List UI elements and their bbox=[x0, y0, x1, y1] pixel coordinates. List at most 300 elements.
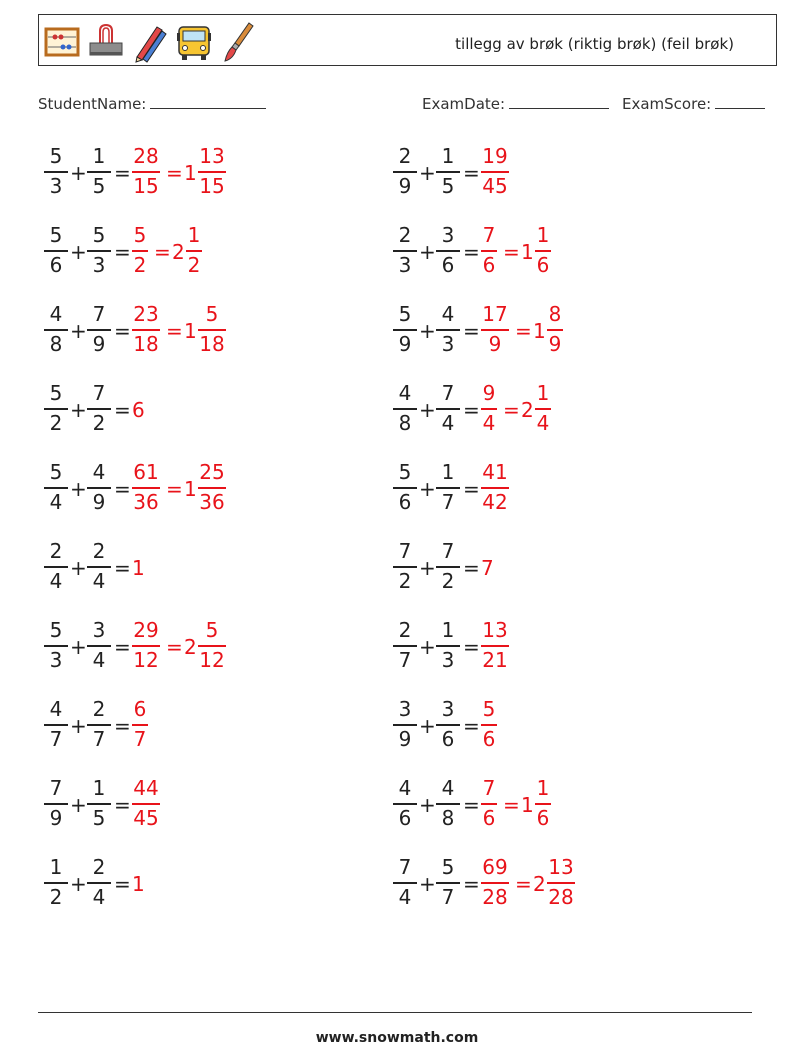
fraction-bar bbox=[132, 645, 160, 647]
fraction-bar bbox=[87, 408, 111, 410]
answer-fraction bbox=[481, 697, 497, 753]
numerator: 2 bbox=[92, 539, 106, 563]
numerator: 28 bbox=[133, 144, 159, 168]
answer-equals-sign: = bbox=[515, 319, 532, 343]
fraction-bar bbox=[436, 487, 460, 489]
fraction-bar bbox=[393, 645, 417, 647]
fraction-bar bbox=[481, 803, 497, 805]
addend-fraction-1 bbox=[44, 460, 68, 516]
header-icons bbox=[43, 19, 257, 63]
plus-sign: + bbox=[419, 398, 436, 422]
denominator: 6 bbox=[398, 490, 412, 514]
mixed-fraction bbox=[198, 302, 226, 358]
numerator: 7 bbox=[482, 776, 496, 800]
fraction-bar bbox=[436, 329, 460, 331]
addend-fraction-1 bbox=[393, 381, 417, 437]
addend-fraction-1 bbox=[393, 855, 417, 911]
denominator: 12 bbox=[199, 648, 225, 672]
denominator: 28 bbox=[482, 885, 508, 909]
denominator: 3 bbox=[92, 253, 106, 277]
plus-sign: + bbox=[419, 635, 436, 659]
exam-date-field[interactable] bbox=[422, 94, 609, 113]
denominator: 2 bbox=[133, 253, 147, 277]
plus-sign: + bbox=[70, 556, 87, 580]
denominator: 7 bbox=[441, 490, 455, 514]
addend-fraction-2 bbox=[87, 697, 111, 753]
fraction-bar bbox=[481, 882, 509, 884]
addend-fraction-1 bbox=[393, 776, 417, 832]
numerator: 13 bbox=[482, 618, 508, 642]
footer-divider bbox=[38, 1012, 752, 1013]
numerator: 19 bbox=[482, 144, 508, 168]
equals-sign: = bbox=[463, 793, 480, 817]
fraction-bar bbox=[87, 250, 111, 252]
problem-item bbox=[393, 855, 713, 915]
problem-item bbox=[393, 144, 713, 204]
addend-fraction-1 bbox=[44, 144, 68, 200]
plus-sign: + bbox=[419, 319, 436, 343]
answer-fraction bbox=[481, 302, 509, 358]
denominator: 4 bbox=[92, 648, 106, 672]
denominator: 3 bbox=[441, 332, 455, 356]
numerator: 7 bbox=[441, 539, 455, 563]
denominator: 2 bbox=[398, 569, 412, 593]
fraction-bar bbox=[481, 724, 497, 726]
exam-score-label: ExamScore: bbox=[622, 95, 712, 113]
mixed-whole: 1 bbox=[184, 161, 197, 185]
fraction-bar bbox=[87, 487, 111, 489]
numerator: 29 bbox=[133, 618, 159, 642]
equals-sign: = bbox=[463, 161, 480, 185]
fraction-bar bbox=[436, 645, 460, 647]
fraction-bar bbox=[436, 408, 460, 410]
denominator: 12 bbox=[133, 648, 159, 672]
fraction-bar bbox=[393, 408, 417, 410]
addend-fraction-2 bbox=[87, 776, 111, 832]
plus-sign: + bbox=[419, 556, 436, 580]
problem-item bbox=[393, 460, 713, 520]
numerator: 5 bbox=[49, 381, 63, 405]
denominator: 8 bbox=[398, 411, 412, 435]
numerator: 7 bbox=[398, 539, 412, 563]
denominator: 7 bbox=[133, 727, 147, 751]
denominator: 15 bbox=[199, 174, 225, 198]
denominator: 7 bbox=[92, 727, 106, 751]
numerator: 1 bbox=[187, 223, 201, 247]
problem-item bbox=[44, 855, 364, 915]
addend-fraction-2 bbox=[87, 381, 111, 437]
denominator: 4 bbox=[92, 569, 106, 593]
numerator: 1 bbox=[536, 776, 550, 800]
numerator: 13 bbox=[548, 855, 574, 879]
addend-fraction-2 bbox=[436, 223, 460, 279]
mixed-whole: 2 bbox=[184, 635, 197, 659]
exam-date-line[interactable] bbox=[509, 94, 609, 109]
plus-sign: + bbox=[70, 635, 87, 659]
addend-fraction-1 bbox=[393, 697, 417, 753]
problem-item bbox=[44, 460, 364, 520]
mixed-fraction bbox=[186, 223, 202, 279]
equals-sign: = bbox=[114, 872, 131, 896]
numerator: 7 bbox=[92, 302, 106, 326]
addend-fraction-1 bbox=[44, 697, 68, 753]
numerator: 7 bbox=[441, 381, 455, 405]
numerator: 23 bbox=[133, 302, 159, 326]
exam-score-line[interactable] bbox=[715, 94, 765, 109]
fraction-bar bbox=[436, 882, 460, 884]
denominator: 4 bbox=[441, 411, 455, 435]
problem-item bbox=[393, 302, 713, 362]
addend-fraction-2 bbox=[436, 381, 460, 437]
fraction-bar bbox=[481, 487, 509, 489]
addend-fraction-1 bbox=[44, 381, 68, 437]
answer-whole: 1 bbox=[132, 556, 145, 580]
plus-sign: + bbox=[419, 872, 436, 896]
answer-equals-sign: = bbox=[515, 872, 532, 896]
problem-item bbox=[393, 223, 713, 283]
problem-item bbox=[393, 539, 713, 599]
fraction-bar bbox=[132, 329, 160, 331]
denominator: 3 bbox=[398, 253, 412, 277]
addend-fraction-1 bbox=[393, 302, 417, 358]
worksheet-header bbox=[38, 14, 777, 66]
numerator: 2 bbox=[398, 618, 412, 642]
addend-fraction-1 bbox=[44, 302, 68, 358]
numerator: 17 bbox=[482, 302, 508, 326]
equals-sign: = bbox=[114, 161, 131, 185]
denominator: 21 bbox=[482, 648, 508, 672]
numerator: 5 bbox=[133, 223, 147, 247]
answer-fraction bbox=[132, 776, 160, 832]
denominator: 6 bbox=[536, 806, 550, 830]
denominator: 9 bbox=[92, 490, 106, 514]
addend-fraction-2 bbox=[436, 302, 460, 358]
numerator: 4 bbox=[49, 302, 63, 326]
denominator: 7 bbox=[49, 727, 63, 751]
equals-sign: = bbox=[114, 319, 131, 343]
numerator: 4 bbox=[92, 460, 106, 484]
addend-fraction-1 bbox=[393, 460, 417, 516]
numerator: 5 bbox=[49, 223, 63, 247]
numerator: 4 bbox=[441, 776, 455, 800]
mixed-whole: 2 bbox=[172, 240, 185, 264]
mixed-fraction bbox=[198, 144, 226, 200]
denominator: 4 bbox=[536, 411, 550, 435]
student-name-label: StudentName: bbox=[38, 95, 147, 113]
answer-fraction bbox=[481, 460, 509, 516]
equals-sign: = bbox=[463, 714, 480, 738]
student-name-line[interactable] bbox=[150, 94, 266, 109]
plus-sign: + bbox=[419, 161, 436, 185]
numerator: 1 bbox=[441, 460, 455, 484]
problem-item bbox=[44, 618, 364, 678]
exam-score-field[interactable] bbox=[622, 94, 765, 113]
fraction-bar bbox=[481, 645, 509, 647]
problem-item bbox=[44, 381, 364, 441]
answer-equals-sign: = bbox=[166, 635, 183, 659]
fraction-bar bbox=[393, 566, 417, 568]
addend-fraction-1 bbox=[44, 223, 68, 279]
equals-sign: = bbox=[114, 556, 131, 580]
fraction-bar bbox=[44, 329, 68, 331]
denominator: 2 bbox=[49, 411, 63, 435]
answer-fraction bbox=[132, 460, 160, 516]
mixed-whole: 1 bbox=[184, 319, 197, 343]
fraction-bar bbox=[198, 645, 226, 647]
answer-equals-sign: = bbox=[166, 161, 183, 185]
mixed-whole: 2 bbox=[533, 872, 546, 896]
denominator: 2 bbox=[49, 885, 63, 909]
plus-sign: + bbox=[70, 240, 87, 264]
denominator: 6 bbox=[441, 727, 455, 751]
fraction-bar bbox=[132, 250, 148, 252]
problem-item bbox=[393, 776, 713, 836]
answer-fraction bbox=[481, 223, 497, 279]
pencils-icon bbox=[131, 19, 169, 63]
equals-sign: = bbox=[114, 240, 131, 264]
fraction-bar bbox=[393, 882, 417, 884]
fraction-bar bbox=[198, 487, 226, 489]
denominator: 9 bbox=[398, 727, 412, 751]
numerator: 5 bbox=[205, 302, 219, 326]
answer-equals-sign: = bbox=[503, 793, 520, 817]
plus-sign: + bbox=[70, 319, 87, 343]
numerator: 7 bbox=[398, 855, 412, 879]
numerator: 5 bbox=[92, 223, 106, 247]
answer-equals-sign: = bbox=[503, 398, 520, 422]
numerator: 41 bbox=[482, 460, 508, 484]
addend-fraction-2 bbox=[87, 618, 111, 674]
denominator: 9 bbox=[398, 332, 412, 356]
equals-sign: = bbox=[463, 240, 480, 264]
numerator: 3 bbox=[398, 697, 412, 721]
mixed-fraction bbox=[547, 302, 563, 358]
denominator: 5 bbox=[92, 806, 106, 830]
numerator: 7 bbox=[482, 223, 496, 247]
numerator: 25 bbox=[199, 460, 225, 484]
footer-url: www.snowmath.com bbox=[315, 1030, 479, 1046]
fraction-bar bbox=[481, 408, 497, 410]
numerator: 1 bbox=[441, 144, 455, 168]
fraction-bar bbox=[44, 171, 68, 173]
denominator: 9 bbox=[92, 332, 106, 356]
answer-equals-sign: = bbox=[503, 240, 520, 264]
answer-fraction bbox=[132, 302, 160, 358]
addend-fraction-1 bbox=[393, 144, 417, 200]
fraction-bar bbox=[481, 250, 497, 252]
paintbrush-icon bbox=[219, 19, 257, 63]
fraction-bar bbox=[44, 882, 68, 884]
numerator: 5 bbox=[205, 618, 219, 642]
numerator: 2 bbox=[49, 539, 63, 563]
numerator: 3 bbox=[441, 697, 455, 721]
numerator: 5 bbox=[49, 144, 63, 168]
numerator: 5 bbox=[398, 302, 412, 326]
addend-fraction-2 bbox=[87, 144, 111, 200]
student-name-field[interactable] bbox=[38, 94, 266, 113]
addend-fraction-2 bbox=[436, 776, 460, 832]
denominator: 36 bbox=[199, 490, 225, 514]
numerator: 4 bbox=[398, 776, 412, 800]
answer-fraction bbox=[481, 855, 509, 911]
equals-sign: = bbox=[463, 319, 480, 343]
equals-sign: = bbox=[114, 398, 131, 422]
denominator: 6 bbox=[482, 806, 496, 830]
numerator: 1 bbox=[441, 618, 455, 642]
addend-fraction-1 bbox=[393, 539, 417, 595]
numerator: 9 bbox=[482, 381, 496, 405]
plus-sign: + bbox=[419, 714, 436, 738]
numerator: 3 bbox=[441, 223, 455, 247]
equals-sign: = bbox=[463, 872, 480, 896]
fraction-bar bbox=[436, 803, 460, 805]
numerator: 1 bbox=[49, 855, 63, 879]
denominator: 3 bbox=[441, 648, 455, 672]
problem-item bbox=[44, 223, 364, 283]
mixed-fraction bbox=[547, 855, 575, 911]
addend-fraction-1 bbox=[393, 618, 417, 674]
fraction-bar bbox=[44, 645, 68, 647]
fraction-bar bbox=[87, 329, 111, 331]
answer-whole: 1 bbox=[132, 872, 145, 896]
numerator: 2 bbox=[92, 697, 106, 721]
problem-item bbox=[44, 776, 364, 836]
equals-sign: = bbox=[463, 398, 480, 422]
denominator: 6 bbox=[49, 253, 63, 277]
fraction-bar bbox=[436, 566, 460, 568]
exam-date-label: ExamDate: bbox=[422, 95, 506, 113]
numerator: 4 bbox=[441, 302, 455, 326]
mixed-fraction bbox=[198, 618, 226, 674]
plus-sign: + bbox=[70, 398, 87, 422]
plus-sign: + bbox=[70, 161, 87, 185]
fraction-bar bbox=[44, 408, 68, 410]
numerator: 7 bbox=[92, 381, 106, 405]
equals-sign: = bbox=[463, 477, 480, 501]
equals-sign: = bbox=[114, 635, 131, 659]
denominator: 2 bbox=[92, 411, 106, 435]
problem-item bbox=[393, 618, 713, 678]
fraction-bar bbox=[393, 803, 417, 805]
numerator: 5 bbox=[49, 618, 63, 642]
plus-sign: + bbox=[419, 793, 436, 817]
fraction-bar bbox=[393, 724, 417, 726]
fraction-bar bbox=[547, 329, 563, 331]
fraction-bar bbox=[44, 250, 68, 252]
fraction-bar bbox=[132, 171, 160, 173]
denominator: 28 bbox=[548, 885, 574, 909]
plus-sign: + bbox=[70, 872, 87, 896]
mixed-fraction bbox=[198, 460, 226, 516]
addend-fraction-1 bbox=[44, 855, 68, 911]
denominator: 5 bbox=[441, 174, 455, 198]
equals-sign: = bbox=[114, 793, 131, 817]
addend-fraction-2 bbox=[436, 618, 460, 674]
fraction-bar bbox=[393, 250, 417, 252]
addend-fraction-2 bbox=[87, 855, 111, 911]
addend-fraction-2 bbox=[87, 302, 111, 358]
fraction-bar bbox=[87, 566, 111, 568]
fraction-bar bbox=[87, 803, 111, 805]
numerator: 2 bbox=[92, 855, 106, 879]
numerator: 69 bbox=[482, 855, 508, 879]
fraction-bar bbox=[44, 724, 68, 726]
answer-fraction bbox=[481, 144, 509, 200]
answer-fraction bbox=[132, 697, 148, 753]
fraction-bar bbox=[87, 645, 111, 647]
answer-fraction bbox=[132, 618, 160, 674]
answer-whole: 6 bbox=[132, 398, 145, 422]
addend-fraction-2 bbox=[436, 460, 460, 516]
addend-fraction-2 bbox=[436, 697, 460, 753]
denominator: 4 bbox=[482, 411, 496, 435]
numerator: 6 bbox=[133, 697, 147, 721]
denominator: 42 bbox=[482, 490, 508, 514]
numerator: 3 bbox=[92, 618, 106, 642]
equals-sign: = bbox=[463, 635, 480, 659]
denominator: 3 bbox=[49, 174, 63, 198]
answer-equals-sign: = bbox=[166, 319, 183, 343]
mixed-whole: 1 bbox=[521, 793, 534, 817]
fraction-bar bbox=[436, 724, 460, 726]
answer-fraction bbox=[481, 381, 497, 437]
equals-sign: = bbox=[114, 714, 131, 738]
answer-whole: 7 bbox=[481, 556, 494, 580]
fraction-bar bbox=[393, 171, 417, 173]
denominator: 4 bbox=[398, 885, 412, 909]
addend-fraction-2 bbox=[87, 223, 111, 279]
denominator: 9 bbox=[548, 332, 562, 356]
problem-item bbox=[44, 302, 364, 362]
fraction-bar bbox=[87, 882, 111, 884]
numerator: 2 bbox=[398, 144, 412, 168]
addend-fraction-1 bbox=[393, 223, 417, 279]
answer-fraction bbox=[132, 144, 160, 200]
fraction-bar bbox=[44, 566, 68, 568]
fraction-bar bbox=[535, 803, 551, 805]
binder-clip-icon bbox=[87, 19, 125, 63]
abacus-icon bbox=[43, 19, 81, 63]
denominator: 3 bbox=[49, 648, 63, 672]
fraction-bar bbox=[44, 803, 68, 805]
numerator: 8 bbox=[548, 302, 562, 326]
numerator: 61 bbox=[133, 460, 159, 484]
denominator: 9 bbox=[398, 174, 412, 198]
fraction-bar bbox=[198, 329, 226, 331]
fraction-bar bbox=[436, 171, 460, 173]
numerator: 7 bbox=[49, 776, 63, 800]
denominator: 6 bbox=[398, 806, 412, 830]
denominator: 9 bbox=[49, 806, 63, 830]
denominator: 18 bbox=[199, 332, 225, 356]
denominator: 4 bbox=[92, 885, 106, 909]
denominator: 7 bbox=[398, 648, 412, 672]
denominator: 6 bbox=[441, 253, 455, 277]
problem-item bbox=[393, 381, 713, 441]
denominator: 2 bbox=[187, 253, 201, 277]
addend-fraction-2 bbox=[87, 539, 111, 595]
fraction-bar bbox=[481, 171, 509, 173]
worksheet-title: tillegg av brøk (riktig brøk) (feil brøk) bbox=[455, 35, 734, 53]
addend-fraction-2 bbox=[436, 855, 460, 911]
plus-sign: + bbox=[70, 714, 87, 738]
numerator: 2 bbox=[398, 223, 412, 247]
plus-sign: + bbox=[419, 477, 436, 501]
numerator: 5 bbox=[49, 460, 63, 484]
denominator: 8 bbox=[441, 806, 455, 830]
denominator: 45 bbox=[482, 174, 508, 198]
fraction-bar bbox=[393, 487, 417, 489]
